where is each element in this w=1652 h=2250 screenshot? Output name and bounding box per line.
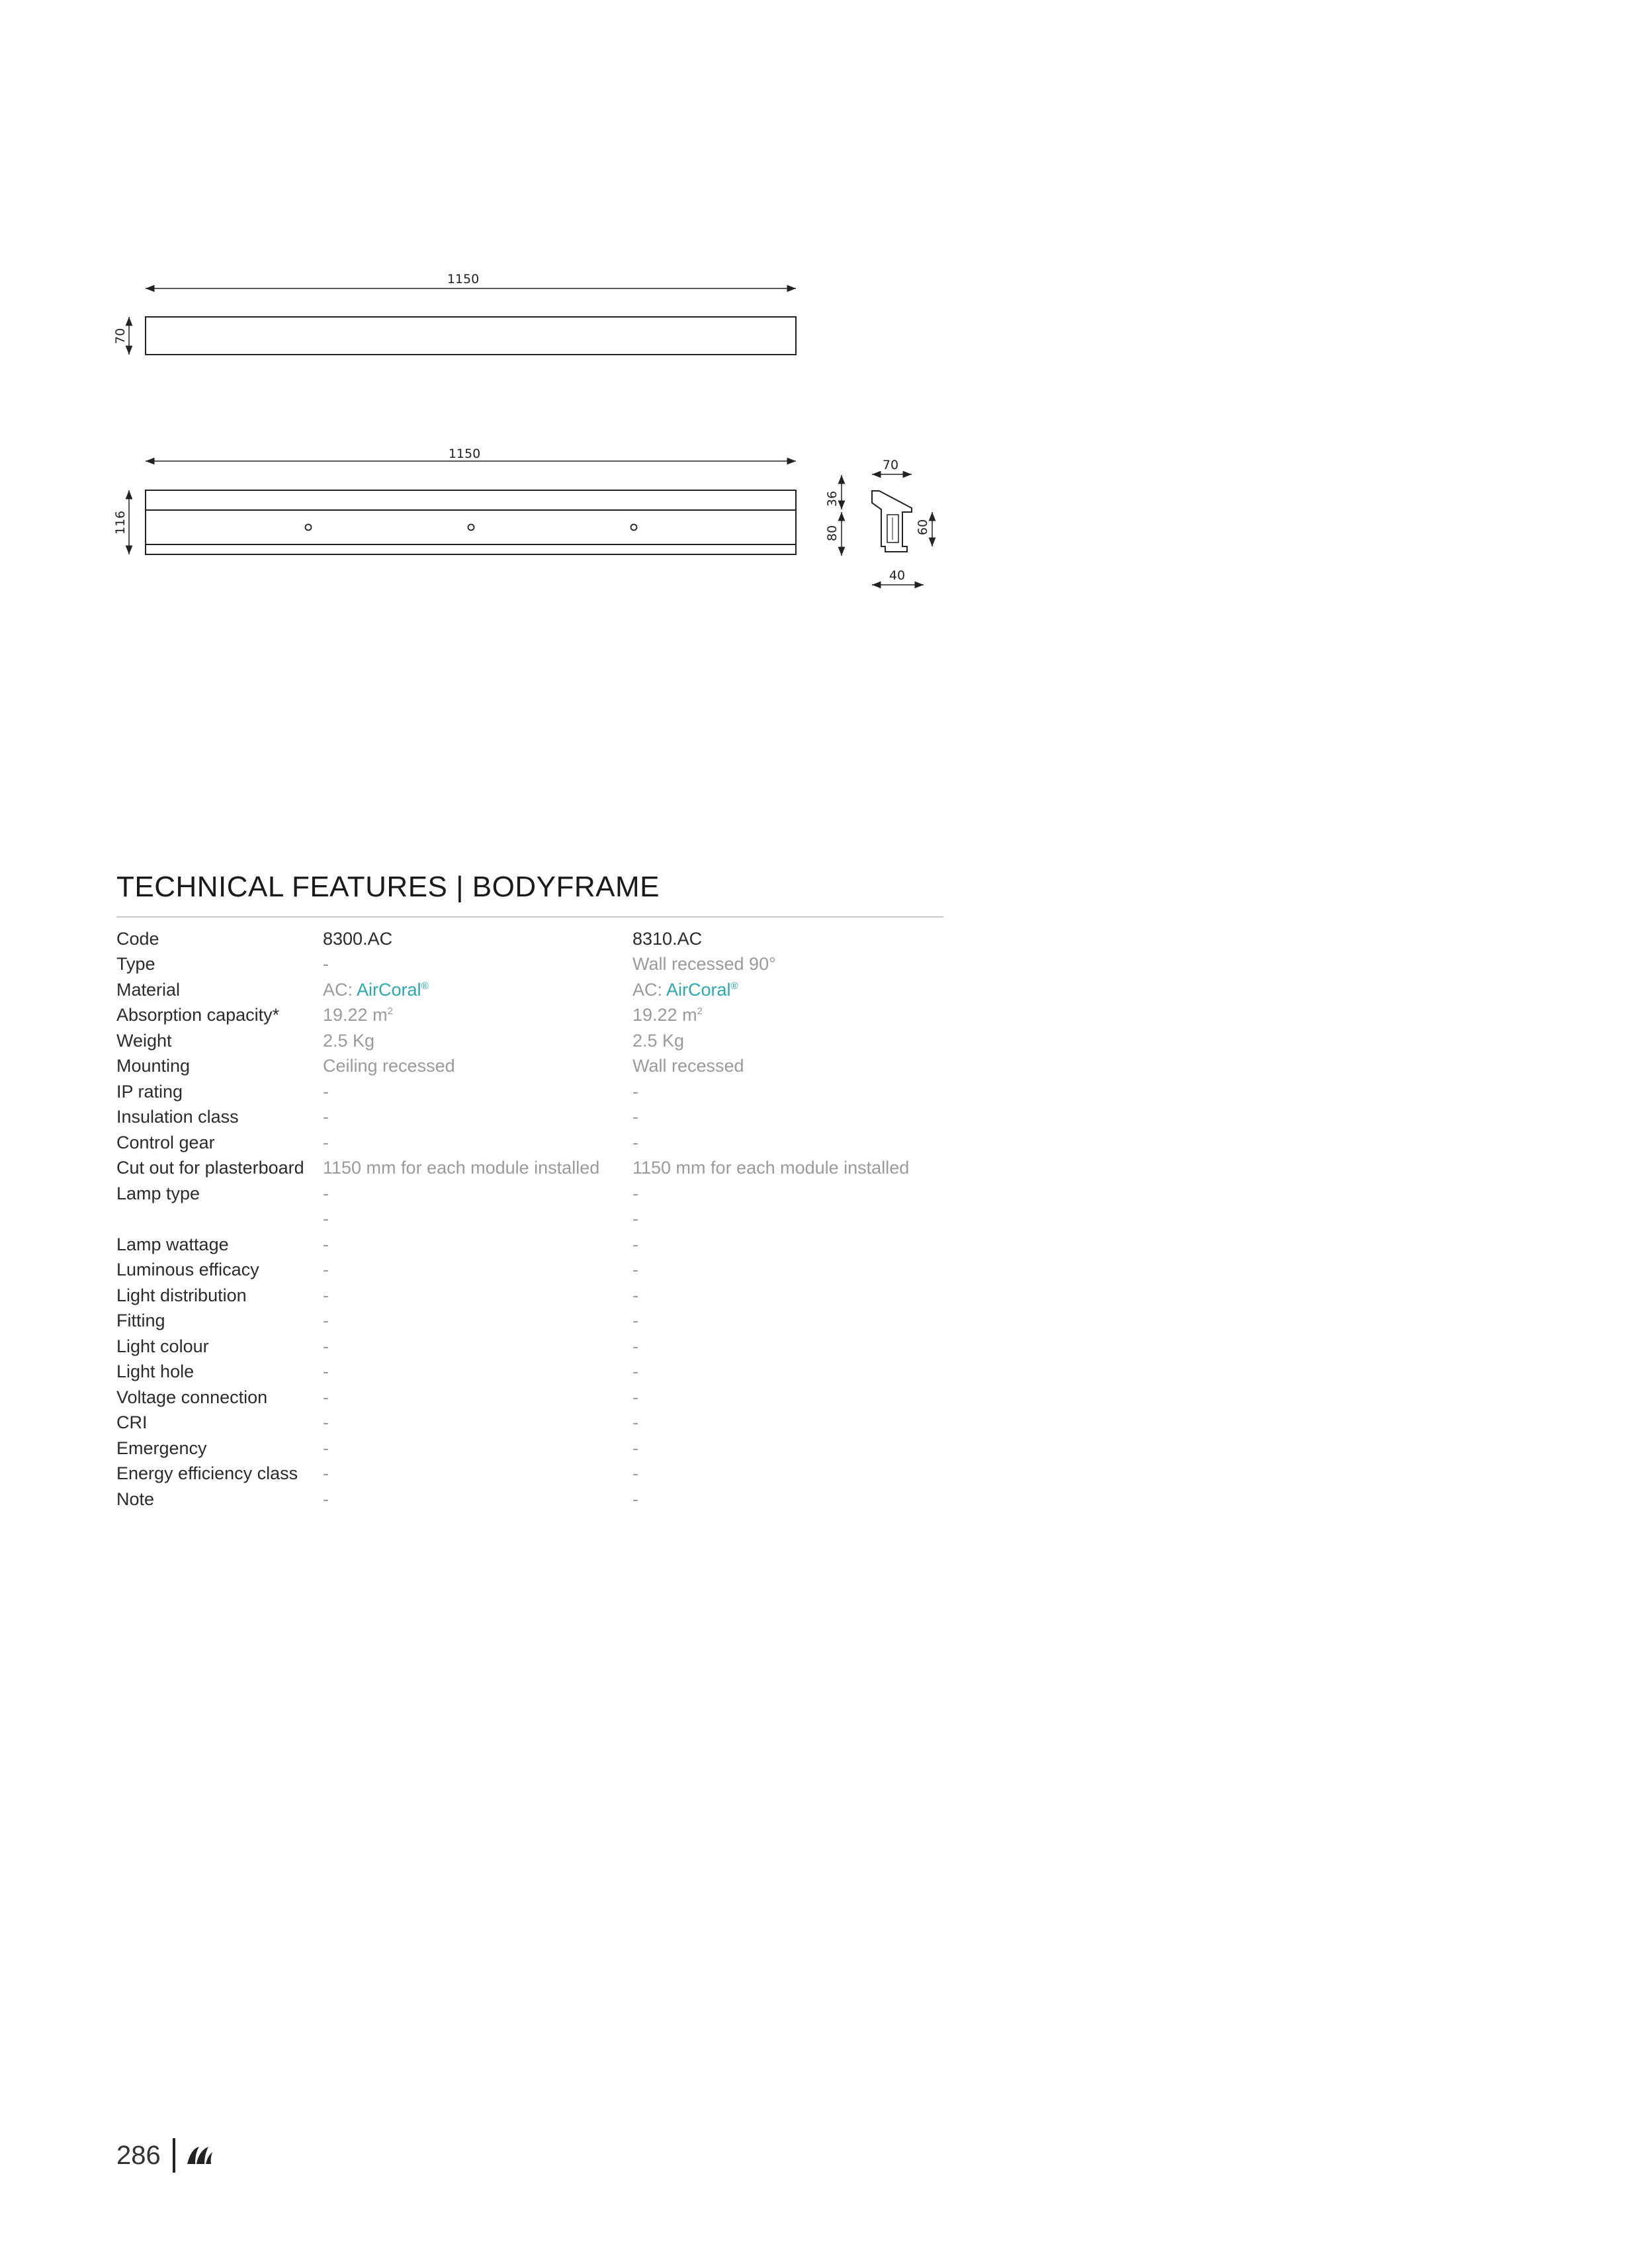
mounting-hole	[306, 525, 312, 531]
row-value: -	[632, 1285, 638, 1305]
row-label: Emergency	[116, 1438, 207, 1458]
table-row	[116, 977, 943, 1003]
table-row	[116, 1028, 943, 1054]
front-view-drawing	[113, 272, 796, 355]
row-value: -	[632, 1438, 638, 1458]
row-label: Note	[116, 1489, 155, 1509]
row-label: Material	[116, 979, 181, 1000]
front-height-label: 70	[113, 327, 128, 345]
side-view-drawing	[113, 447, 796, 554]
spec-table	[116, 926, 943, 1512]
profile-left-label: 80	[825, 525, 840, 542]
page-footer	[116, 2137, 214, 2174]
row-value: -	[323, 1285, 329, 1305]
row-value: -	[323, 1438, 329, 1458]
row-value: -	[323, 1463, 329, 1484]
table-row	[116, 1334, 943, 1360]
row-label: Control gear	[116, 1132, 215, 1152]
row-value: 1150 mm for each module installed	[632, 1158, 910, 1178]
row-value	[632, 1003, 943, 1029]
profile-bottom-label: 40	[889, 568, 906, 583]
row-value	[323, 977, 632, 1003]
row-value: -	[632, 1183, 638, 1203]
table-row	[116, 1461, 943, 1487]
material-prefix: AC:	[632, 979, 667, 1000]
row-value: -	[323, 1234, 329, 1254]
row-label: Luminous efficacy	[116, 1260, 259, 1280]
row-value: -	[323, 1387, 329, 1407]
row-label: Light colour	[116, 1336, 209, 1356]
row-label: Weight	[116, 1030, 172, 1051]
title-divider	[116, 916, 943, 918]
profile-upper-label: 36	[825, 490, 840, 507]
row-value: Ceiling recessed	[323, 1056, 455, 1076]
row-label: Lamp wattage	[116, 1234, 229, 1254]
row-label: CRI	[116, 1412, 148, 1433]
row-value: -	[632, 1234, 638, 1254]
row-label: Energy efficiency class	[116, 1463, 298, 1484]
row-label	[116, 1207, 323, 1233]
code-8300: 8300.AC	[323, 928, 393, 949]
row-value: -	[323, 1336, 329, 1356]
row-value: -	[632, 1081, 638, 1102]
table-row	[116, 1232, 943, 1258]
row-value: 1150 mm for each module installed	[323, 1158, 600, 1178]
code-8310: 8310.AC	[632, 928, 703, 949]
table-row	[116, 1130, 943, 1156]
row-value: -	[323, 1209, 329, 1229]
row-value: -	[632, 1463, 638, 1484]
footer-divider	[173, 2138, 175, 2173]
row-label: Absorption capacity*	[116, 1005, 280, 1025]
row-value: -	[632, 1387, 638, 1407]
row-label: Type	[116, 954, 155, 974]
row-value: -	[323, 1489, 329, 1509]
row-label: IP rating	[116, 1081, 183, 1102]
row-label: Lamp type	[116, 1183, 200, 1203]
profile-right-label: 60	[916, 519, 930, 536]
row-value: -	[323, 1311, 329, 1331]
absorption-value: 19.22 m	[323, 1005, 388, 1025]
row-value: -	[632, 1132, 638, 1152]
table-row	[116, 1105, 943, 1131]
row-label: Light distribution	[116, 1285, 247, 1305]
row-value: Wall recessed 90°	[632, 954, 776, 974]
table-row	[116, 1054, 943, 1080]
table-row	[116, 1436, 943, 1461]
material-brand: AirCoral	[666, 979, 731, 1000]
row-value: -	[632, 1362, 638, 1382]
profile-top-label: 70	[882, 458, 899, 472]
row-value: Wall recessed	[632, 1056, 744, 1076]
table-row	[116, 1156, 943, 1182]
row-value: -	[323, 1107, 329, 1127]
material-prefix: AC:	[323, 979, 357, 1000]
table-row	[116, 1258, 943, 1283]
table-row	[116, 1003, 943, 1029]
row-value	[323, 1003, 632, 1029]
table-row	[116, 1309, 943, 1334]
row-value: -	[323, 1132, 329, 1152]
technical-drawings	[0, 0, 1652, 662]
row-label: Light hole	[116, 1362, 195, 1382]
row-label: Fitting	[116, 1311, 165, 1331]
table-row	[116, 1360, 943, 1385]
mounting-hole	[468, 525, 474, 531]
row-value	[632, 977, 943, 1003]
table-header-row	[116, 926, 943, 952]
section-title: TECHNICAL FEATURES | BODYFRAME	[116, 871, 660, 903]
row-label: Code	[116, 928, 159, 949]
table-row	[116, 1410, 943, 1436]
table-row	[116, 1079, 943, 1105]
registered-mark: ®	[730, 980, 738, 992]
table-row	[116, 1283, 943, 1309]
front-width-label: 1150	[447, 272, 480, 286]
row-value: -	[323, 1081, 329, 1102]
row-value: -	[323, 1260, 329, 1280]
row-label: Mounting	[116, 1056, 191, 1076]
row-value: -	[632, 1311, 638, 1331]
table-row	[116, 1385, 943, 1410]
front-view-body	[146, 317, 796, 355]
row-value: -	[632, 1209, 638, 1229]
row-value: -	[632, 1489, 638, 1509]
material-brand: AirCoral	[357, 979, 421, 1000]
profile-section-drawing	[825, 458, 932, 585]
registered-mark: ®	[421, 980, 429, 992]
side-height-label: 116	[113, 510, 128, 535]
row-value: -	[323, 954, 329, 974]
row-value: -	[632, 1260, 638, 1280]
row-value: -	[323, 1362, 329, 1382]
exponent: 2	[697, 1006, 703, 1017]
row-value: 2.5 Kg	[632, 1030, 685, 1051]
row-label: Voltage connection	[116, 1387, 268, 1407]
row-value: -	[632, 1336, 638, 1356]
table-row	[116, 1181, 943, 1207]
page-number: 286	[116, 2140, 161, 2170]
mounting-hole	[631, 525, 637, 531]
row-value: -	[323, 1412, 329, 1433]
table-row	[116, 952, 943, 978]
table-row	[116, 1487, 943, 1512]
row-value: -	[632, 1107, 638, 1127]
row-label: Insulation class	[116, 1107, 239, 1127]
brand-logo-icon	[186, 2144, 214, 2167]
row-value: -	[632, 1412, 638, 1433]
row-value: -	[323, 1183, 329, 1203]
table-row	[116, 1207, 943, 1233]
exponent: 2	[387, 1006, 393, 1017]
absorption-value: 19.22 m	[632, 1005, 697, 1025]
row-value: 2.5 Kg	[323, 1030, 375, 1051]
row-label: Cut out for plasterboard	[116, 1158, 304, 1178]
side-width-label: 1150	[448, 447, 481, 461]
